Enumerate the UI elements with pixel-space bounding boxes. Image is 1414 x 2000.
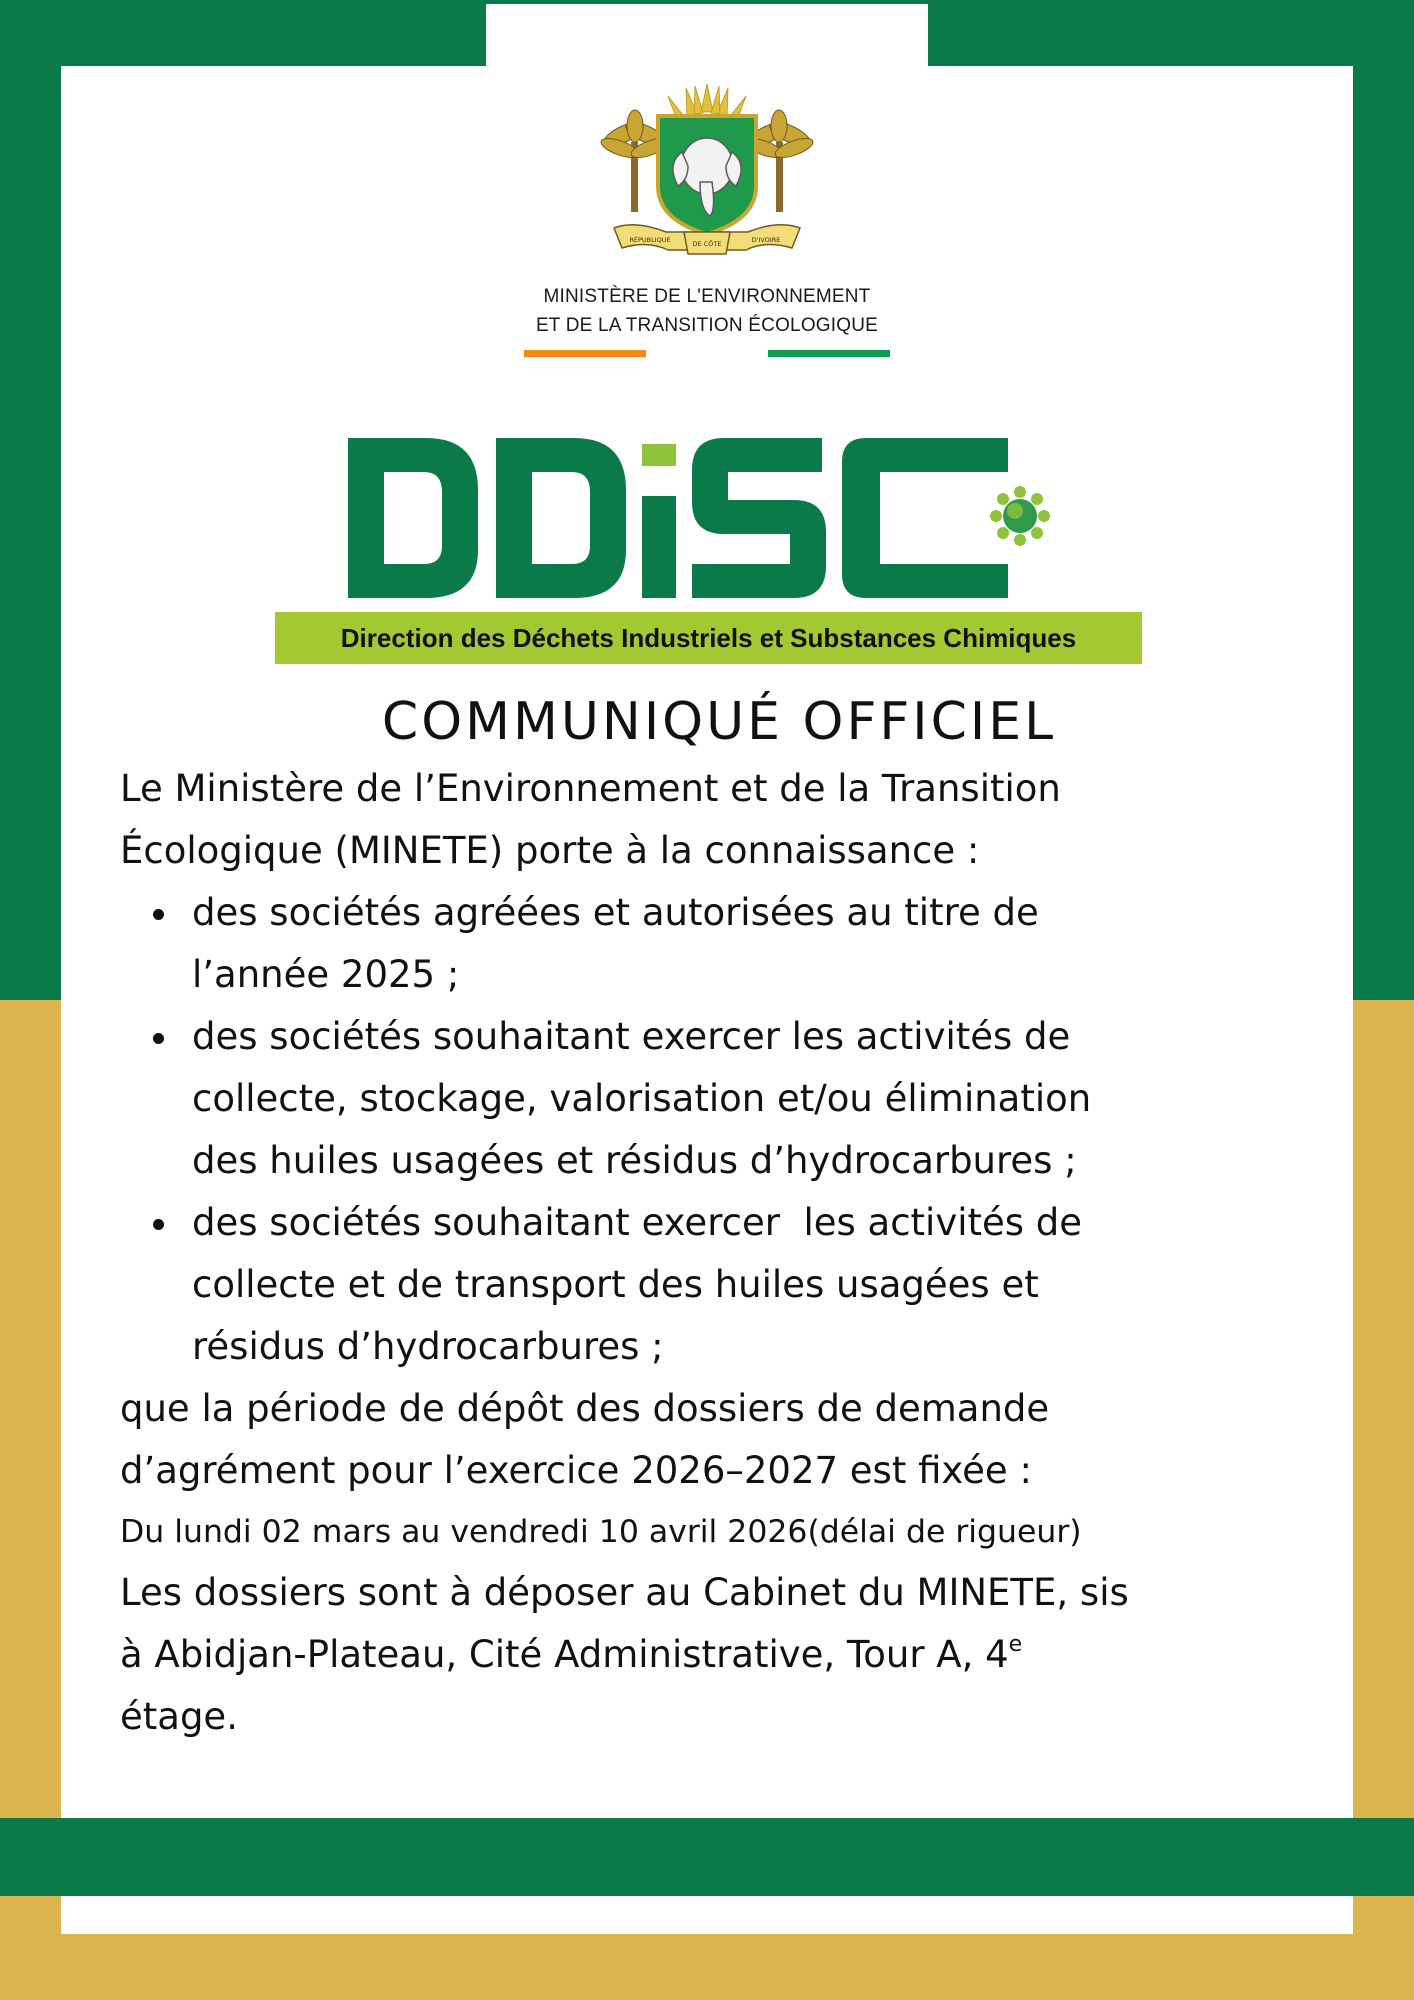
bullet-2-line-2: collecte, stockage, valorisation et/ou élimination: [192, 1077, 1092, 1120]
ministry-line-1: MINISTÈRE DE L'ENVIRONNEMENT: [543, 286, 871, 307]
bullet-icon: [153, 1033, 164, 1044]
bottom-green-band: [0, 1818, 1414, 1896]
communique-body: [120, 758, 1320, 1748]
bullet-3-line-1: des sociétés souhaitant exercer les activités de: [192, 1201, 1083, 1244]
intro-line-1: Le Ministère de l’Environnement et de la Transition: [120, 767, 1061, 810]
page-title: COMMUNIQUÉ OFFICIEL: [381, 692, 1057, 752]
coat-of-arms-emblem: [596, 82, 818, 260]
ministry-line-2: ET DE LA TRANSITION ÉCOLOGIQUE: [535, 315, 879, 336]
bullet-3-line-2: collecte et de transport des huiles usagées et: [192, 1263, 1039, 1306]
deposit-line-3: étage.: [120, 1695, 238, 1738]
ddisc-subtitle-banner: Direction des Déchets Industriels et Substances Chimiques: [275, 612, 1142, 664]
floor-superscript: e: [1008, 1632, 1023, 1657]
bullet-1-line-2: l’année 2025 ;: [192, 953, 460, 996]
bullet-list: [120, 882, 1320, 1378]
bullet-1-line-1: des sociétés agréées et autorisées au titre de: [192, 891, 1039, 934]
period-dates: Du lundi 02 mars au vendredi 10 avril 2026(délai de rigueur): [120, 1514, 1082, 1550]
ministry-orange-bar: [524, 350, 646, 357]
emblem-banner-right-text: D'IVOIRE: [751, 236, 781, 244]
bullet-2-line-1: des sociétés souhaitant exercer les activités de: [192, 1015, 1071, 1058]
deposit-line-2: [120, 1624, 1320, 1686]
deposit-line-2-text: à Abidjan-Plateau, Cité Administrative, Tour A, 4: [120, 1633, 1009, 1676]
ddisc-logo-text: DDiSC: [346, 598, 347, 599]
list-item: [120, 882, 1320, 1006]
ministry-name: [480, 282, 934, 340]
bullet-icon: [153, 909, 164, 920]
intro-line-2: Écologique (MINETE) porte à la connaissance :: [120, 829, 980, 872]
period-line-1: que la période de dépôt des dossiers de demande: [120, 1387, 1050, 1430]
bullet-3-line-3: résidus d’hydrocarbures ;: [192, 1325, 664, 1368]
emblem-banner-left-text: RÉPUBLIQUE: [629, 236, 671, 244]
period-line-2: d’agrément pour l’exercice 2026–2027 est fixée :: [120, 1449, 1032, 1492]
emblem-banner-center-text: DE CÔTE: [692, 240, 722, 248]
list-item: [120, 1192, 1320, 1378]
bullet-icon: [153, 1219, 164, 1230]
deposit-line-1: Les dossiers sont à déposer au Cabinet du MINETE, sis: [120, 1571, 1129, 1614]
ministry-green-bar: [768, 350, 890, 357]
white-top-tab: [486, 4, 928, 74]
bullet-2-line-3: des huiles usagées et résidus d’hydrocarbures ;: [192, 1139, 1077, 1182]
ddisc-logo: [346, 436, 1066, 606]
list-item: [120, 1006, 1320, 1192]
